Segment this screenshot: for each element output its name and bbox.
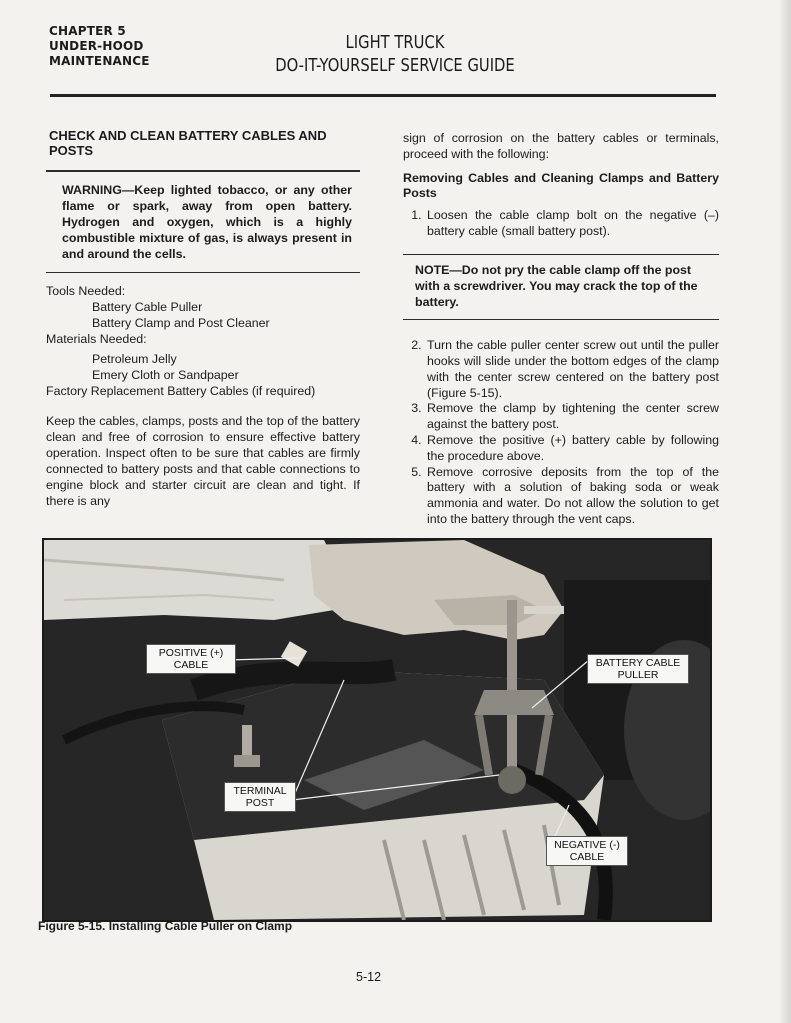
step-item: 3. Remove the clamp by tightening the center screw against the battery post. [425, 401, 719, 433]
list-item: Battery Cable Puller [92, 300, 203, 314]
divider [46, 272, 360, 274]
materials-label: Materials Needed: [46, 332, 147, 346]
figure-photo [42, 538, 712, 922]
tools-label: Tools Needed: [46, 284, 126, 298]
steps-list-first [403, 208, 719, 240]
note-box: NOTE—Do not pry the cable clamp off the post with a screwdriver. You may crack the top of the battery. [415, 263, 698, 309]
callout-battery-cable-puller: BATTERY CABLE PULLER [587, 654, 689, 684]
step-item: 2. Turn the cable puller center screw out until the puller hooks will slide under the bottom edges of the clamp with the center screw centered on the battery post (Figure 5-15). [425, 338, 719, 401]
subheading: Removing Cables and Cleaning Clamps and Battery Posts [403, 170, 719, 201]
page-title [268, 31, 522, 77]
title-line-2: DO-IT-YOURSELF SERVICE GUIDE [275, 55, 515, 76]
list-item: Petroleum Jelly [92, 352, 177, 366]
section-heading: CHECK AND CLEAN BATTERY CABLES AND POSTS [49, 128, 327, 158]
chapter-line: UNDER-HOOD [49, 39, 144, 53]
step-item: 4. Remove the positive (+) battery cable by following the procedure above. [425, 433, 719, 465]
warning-box: WARNING—Keep lighted tobacco, or any other flame or spark, away from open battery. Hydrogen and oxygen, which is a highly combustible mixture of gas, is always present in and around the cells. [62, 182, 352, 261]
left-column [46, 124, 360, 509]
list-item: Battery Clamp and Post Cleaner [92, 316, 270, 330]
callout-positive-cable: POSITIVE (+) CABLE [146, 644, 236, 674]
title-line-1: LIGHT TRUCK [345, 32, 445, 53]
figure-caption: Figure 5-15. Installing Cable Puller on Clamp [38, 919, 293, 933]
right-column [403, 131, 719, 528]
header-divider [50, 94, 716, 97]
chapter-line: MAINTENANCE [49, 54, 150, 68]
page-number: 5-12 [356, 970, 382, 984]
callout-terminal-post: TERMINAL POST [224, 782, 296, 812]
continuation-paragraph: sign of corrosion on the battery cables or terminals, proceed with the following: [403, 131, 719, 161]
chapter-line: CHAPTER 5 [49, 24, 126, 38]
step-item: 5. Remove corrosive deposits from the top of the battery with a solution of baking soda or weak ammonia and water. Do not allow the solution to get into the battery through the vent caps. [425, 465, 719, 528]
step-item: 1. Loosen the cable clamp bolt on the negative (–) battery cable (small battery post). [425, 208, 719, 240]
steps-list [403, 338, 719, 528]
list-item: Factory Replacement Battery Cables (if required) [46, 384, 316, 398]
body-paragraph: Keep the cables, clamps, posts and the top of the battery clean and free of corrosion to ensure effective battery operation. Inspect often to be sure that cables are firmly connected to battery posts and that cable connections to engine block and starter circuit are clean and tight. If there is any [46, 414, 360, 508]
divider [403, 254, 719, 256]
chapter-label [49, 24, 150, 69]
page-edge-shadow [779, 0, 791, 1023]
callout-negative-cable: NEGATIVE (-) CABLE [546, 836, 628, 866]
divider [46, 170, 360, 172]
divider [403, 319, 719, 321]
list-item: Emery Cloth or Sandpaper [92, 368, 239, 382]
